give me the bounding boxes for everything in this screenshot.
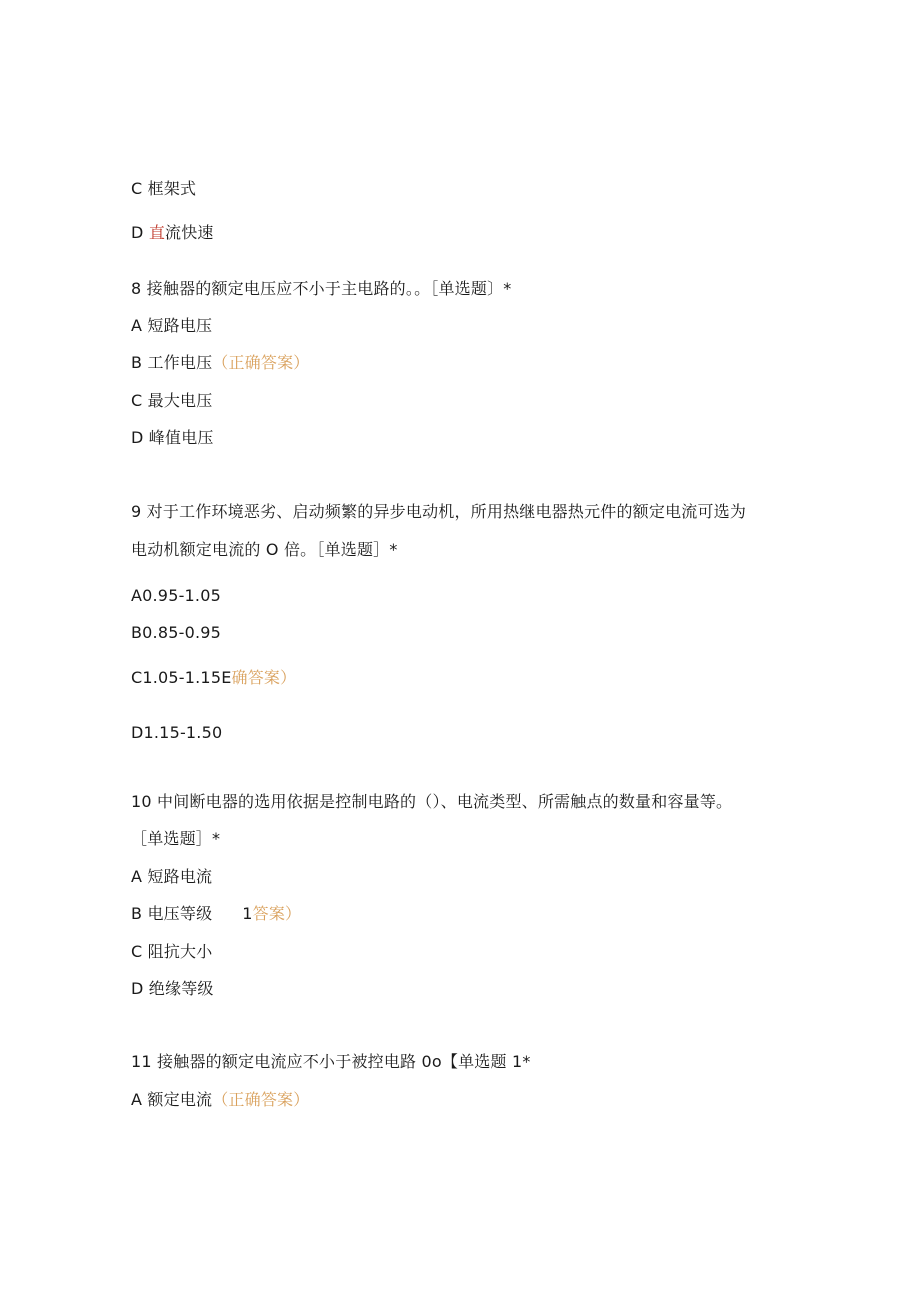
q10-title-line-1-text: 10 中间断电器的选用依据是控制电路的（）、电流类型、所需触点的数量和容量等。 xyxy=(131,792,733,811)
q10-title-line-1 xyxy=(131,792,732,812)
q8-option-a xyxy=(131,316,212,336)
q8-option-b-answer: （正确答案） xyxy=(212,353,310,372)
q8-option-c-text: C 最大电压 xyxy=(131,391,213,410)
q10-option-d xyxy=(131,979,214,999)
q10-option-c xyxy=(131,942,212,962)
q9-option-c xyxy=(131,668,296,688)
q10-title-line-2 xyxy=(131,829,220,849)
q9-option-b-text: B0.85-0.95 xyxy=(131,623,221,642)
q9-option-d-text: D1.15-1.50 xyxy=(131,723,223,742)
q7-option-d-prefix: D xyxy=(131,223,149,242)
q11-title-text: 11 接触器的额定电流应不小于被控电路 0o【单选题 1* xyxy=(131,1052,531,1071)
q7-option-d xyxy=(131,223,214,243)
q8-option-c xyxy=(131,391,212,411)
q10-option-d-text: D 绝缘等级 xyxy=(131,979,214,998)
q10-option-b-mid: 1 xyxy=(242,904,253,923)
q7-option-c-text: C 框架式 xyxy=(131,179,197,198)
q9-option-b xyxy=(131,623,221,643)
q9-option-a xyxy=(131,586,221,606)
q8-option-a-text: A 短路电压 xyxy=(131,316,213,335)
q8-option-d-text: D 峰值电压 xyxy=(131,428,214,447)
q9-option-c-answer: 确答案） xyxy=(231,668,297,687)
q8-title-text: 8 接触器的额定电压应不小于主电路的。。［单选题〕* xyxy=(131,279,512,298)
q8-title xyxy=(131,279,511,299)
q10-option-b-text: B 电压等级 xyxy=(131,904,213,923)
q10-option-c-text: C 阻抗大小 xyxy=(131,942,213,961)
q10-option-a-text: A 短路电流 xyxy=(131,867,213,886)
q11-option-a-answer: （正确答案） xyxy=(212,1090,310,1109)
q7-option-d-highlight: 直 xyxy=(148,223,166,242)
q10-option-a xyxy=(131,867,212,887)
q9-title-line-2-text: 电动机额定电流的 O 倍。［单选题］* xyxy=(131,540,398,559)
q9-option-a-text: A0.95-1.05 xyxy=(131,586,221,605)
q8-option-d xyxy=(131,428,214,448)
q10-option-b-answer: 答案） xyxy=(252,904,302,923)
q7-option-c xyxy=(131,179,196,199)
q11-option-a xyxy=(131,1090,309,1110)
q9-title-line-1-text: 9 对于工作环境恶劣、启动频繁的异步电动机，所用热继电器热元件的额定电流可选为 xyxy=(131,502,747,521)
q9-title-line-1 xyxy=(131,502,746,522)
q7-option-d-rest: 流快速 xyxy=(165,223,214,242)
q8-option-b-text: B 工作电压 xyxy=(131,353,213,372)
q10-option-b xyxy=(131,904,301,924)
q9-option-d xyxy=(131,723,222,743)
q10-title-line-2-text: ［单选题］* xyxy=(131,829,221,848)
q11-option-a-text: A 额定电流 xyxy=(131,1090,213,1109)
q9-title-line-2 xyxy=(131,540,398,560)
q8-option-b xyxy=(131,353,309,373)
q11-title xyxy=(131,1052,531,1072)
q9-option-c-text: C1.05-1.15E xyxy=(131,668,232,687)
